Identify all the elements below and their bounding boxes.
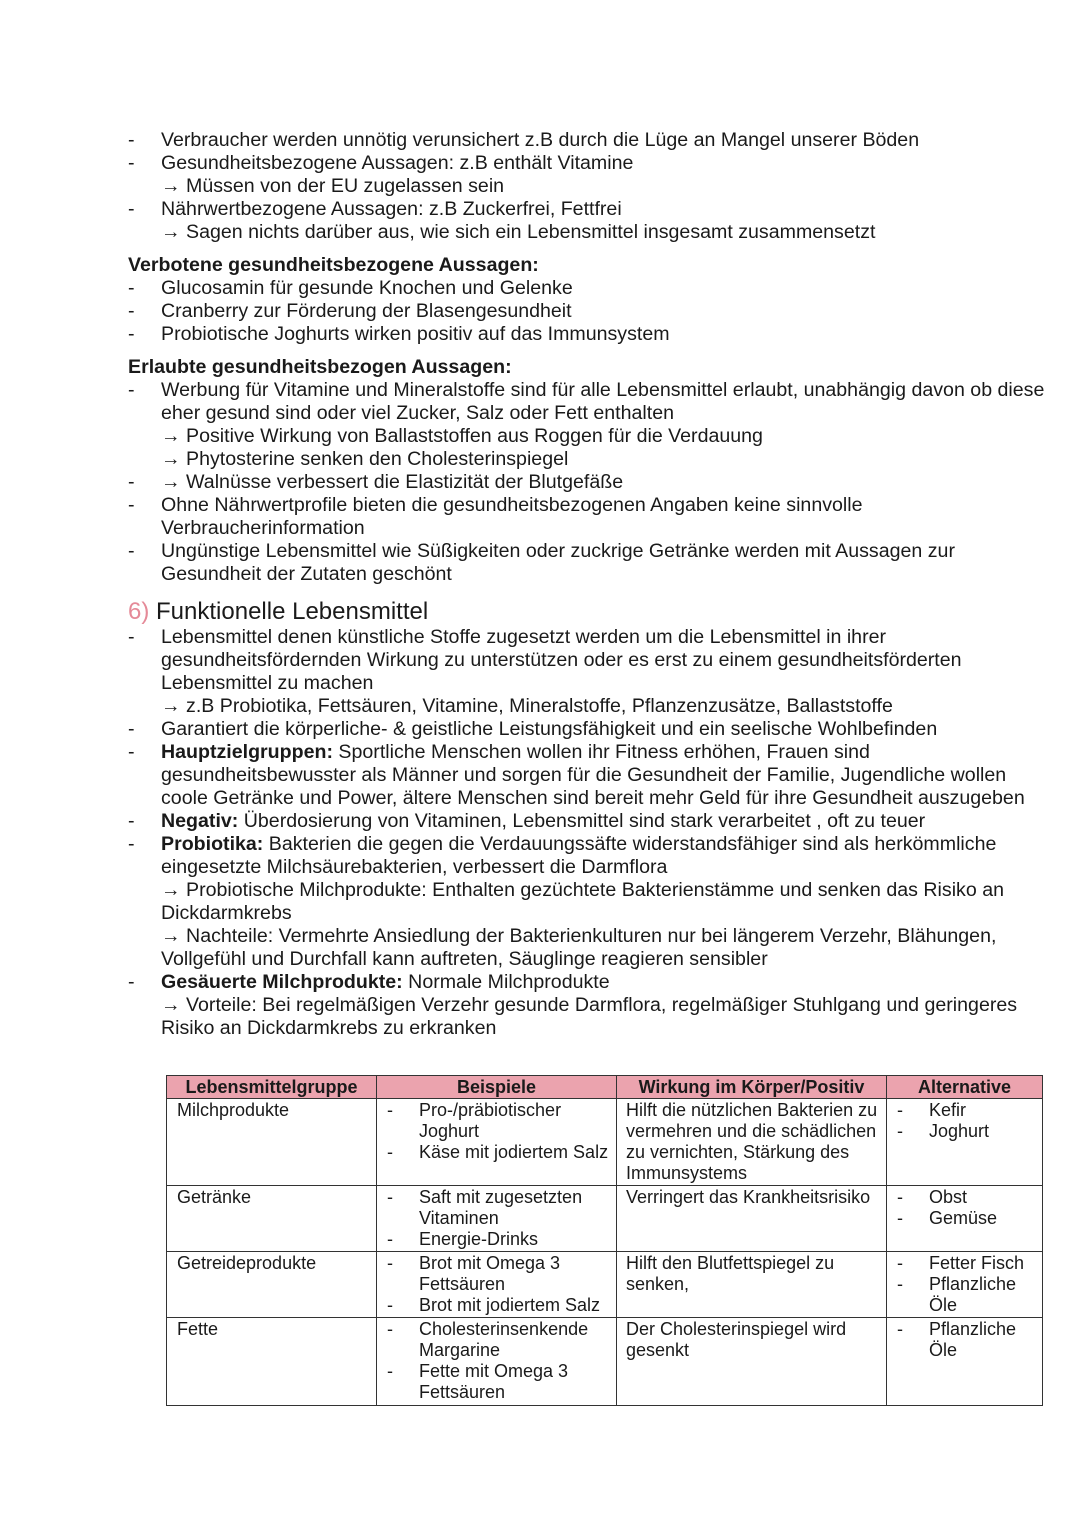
list-item-label: Probiotika: [161,833,264,855]
table-header-cell: Beispiele [377,1076,617,1099]
forbidden-list [128,277,1058,346]
list-item [128,741,1058,810]
table-row [167,1186,1043,1252]
table-row [167,1252,1043,1318]
list-item: - Pro-/präbiotischer Joghurt [387,1100,610,1142]
forbidden-heading: Verbotene gesundheitsbezogene Aussagen: [128,254,539,276]
table-header-cell: Alternative [887,1076,1043,1099]
table-cell-examples [377,1252,617,1318]
list-item: - Garantiert die körperliche- & geistliche Leistungsfähigkeit und ein seelische Wohlbefinden [128,718,1058,741]
table-header-cell: Lebensmittelgruppe [167,1076,377,1099]
list-item [128,971,1058,1040]
list-item-text: Gesundheitsbezogene Aussagen: z.B enthält Vitamine [161,152,634,174]
table-row [167,1099,1043,1186]
list-item: - Pflanzliche Öle [897,1319,1036,1361]
list-item-text: Werbung für Vitamine und Mineralstoffe sind für alle Lebensmittel erlaubt, unabhängig davon ob diese eher gesund sind oder viel Zucker, Salz oder Fett enthalten [161,379,1045,424]
list-item: - Ohne Nährwertprofile bieten die gesundheitsbezogenen Angaben keine sinnvolle Verbraucherinformation [128,494,1058,540]
list-item: - Probiotische Joghurts wirken positiv auf das Immunsystem [128,323,1058,346]
list-item: - Obst [897,1187,1036,1208]
list-item-subtext: → Müssen von der EU zugelassen sein [161,175,505,197]
list-item [128,198,1058,244]
table-cell-examples [377,1186,617,1252]
list-item: - Fette mit Omega 3 Fettsäuren [387,1361,610,1403]
list-item [128,152,1058,198]
list-item: - Cranberry zur Förderung der Blasengesundheit [128,300,1058,323]
allowed-list [128,379,1058,586]
table-cell-examples [377,1099,617,1186]
table-cell-effect: Hilft die nützlichen Bakterien zu vermehren und die schädlichen zu vernichten, Stärkung des Immunsystems [617,1099,887,1186]
table-cell-effect: Verringert das Krankheitsrisiko [617,1186,887,1252]
list-item-text: Bakterien die gegen die Verdauungssäfte widerstandsfähiger sind als herkömmliche eingesetzte Milchsäurebakterien, verbessert die Darmflora [161,833,997,878]
table-cell-effect: Der Cholesterinspiegel wird gesenkt [617,1318,887,1406]
list-item: - Glucosamin für gesunde Knochen und Gelenke [128,277,1058,300]
list-item: - → Walnüsse verbessert die Elastizität der Blutgefäße [128,471,1058,494]
list-item-subtext: → Sagen nichts darüber aus, wie sich ein Lebensmittel insgesamt zusammensetzt [161,221,876,243]
list-item [128,833,1058,971]
list-item-text: Sportliche Menschen wollen ihr Fitness erhöhen, Frauen sind gesundheitsbewusster als Männer und sorgen für die Gesundheit der Familie, Jugendliche wollen coole Getränke und Power, ältere Menschen sind bereit mehr Geld für ihre Gesundheit auszugeben [161,741,1025,809]
table-cell-alternatives [887,1099,1043,1186]
list-item-subtext: → z.B Probiotika, Fettsäuren, Vitamine, Mineralstoffe, Pflanzenzusätze, Ballaststoffe [161,695,893,717]
section-title [128,598,1058,626]
table-cell-alternatives [887,1252,1043,1318]
table-cell-effect: Hilft den Blutfettspiegel zu senken, [617,1252,887,1318]
list-item-subtext: → Nachteile: Vermehrte Ansiedlung der Bakterienkulturen nur bei längerem Verzehr, Blähungen, Vollgefühl und Durchfall kann auftreten, Säuglinge reagieren sensibler [161,925,997,970]
list-item: - Kefir [897,1100,1036,1121]
list-item: - Pflanzliche Öle [897,1274,1036,1316]
list-item-label: Hauptzielgruppen: [161,741,333,763]
list-item [128,129,1058,152]
list-item [128,810,1058,833]
table-cell-group: Milchprodukte [167,1099,377,1186]
list-item-subtext: → Positive Wirkung von Ballaststoffen aus Roggen für die Verdauung [161,425,763,447]
intro-list [128,129,1058,244]
list-item: - Saft mit zugesetzten Vitaminen [387,1187,610,1229]
list-item: - Brot mit Omega 3 Fettsäuren [387,1253,610,1295]
list-item-label: Negativ: [161,810,239,832]
list-item-text: Nährwertbezogene Aussagen: z.B Zuckerfrei, Fettfrei [161,198,622,220]
list-item-subtext: → Vorteile: Bei regelmäßigen Verzehr gesunde Darmflora, regelmäßiger Stuhlgang und geringeres Risiko an Dickdarmkrebs zu erkranken [161,994,1018,1039]
list-item: - Ungünstige Lebensmittel wie Süßigkeiten oder zuckrige Getränke werden mit Aussagen zur Gesundheit der Zutaten geschönt [128,540,1058,586]
list-item-text: Normale Milchprodukte [402,971,610,993]
functional-food-list [128,626,1058,1040]
list-item-text: Verbraucher werden unnötig verunsichert z.B durch die Lüge an Mangel unserer Böden [161,129,920,151]
allowed-heading: Erlaubte gesundheitsbezogen Aussagen: [128,356,512,378]
intro-section [128,129,1058,244]
section-number: 6) [128,598,150,625]
list-item-subtext: → Probiotische Milchprodukte: Enthalten gezüchtete Bakterienstämme und senken das Risiko an Dickdarmkrebs [161,879,1004,924]
table-cell-alternatives [887,1186,1043,1252]
table-row [167,1318,1043,1406]
list-item-subtext: → Phytosterine senken den Cholesterinspiegel [161,448,569,470]
list-item-text: Überdosierung von Vitaminen, Lebensmittel sind stark verarbeitet , oft zu teuer [238,810,926,832]
list-item: - Energie-Drinks [387,1229,610,1250]
list-item: - Fetter Fisch [897,1253,1036,1274]
section-functional-food [128,598,1058,1040]
allowed-section [128,356,1058,586]
list-item-label: Gesäuerte Milchprodukte: [161,971,403,993]
table-header-cell: Wirkung im Körper/Positiv [617,1076,887,1099]
list-item: - Cholesterinsenkende Margarine [387,1319,610,1361]
list-item: - Joghurt [897,1121,1036,1142]
list-item-text: Lebensmittel denen künstliche Stoffe zugesetzt werden um die Lebensmittel in ihrer gesundheitsfördernden Wirkung zu unterstützen oder es erst zu einem gesundheitsförderten Lebensmittel zu machen [161,626,962,694]
table-cell-group: Getränke [167,1186,377,1252]
list-item: - Brot mit jodiertem Salz [387,1295,610,1316]
section-title-text: Funktionelle Lebensmittel [156,598,429,625]
table-cell-examples [377,1318,617,1406]
list-item [128,379,1058,471]
table-cell-group: Fette [167,1318,377,1406]
list-item: - Gemüse [897,1208,1036,1229]
list-item: - Käse mit jodiertem Salz [387,1142,610,1163]
table-cell-alternatives [887,1318,1043,1406]
list-item [128,626,1058,718]
table-header-row [167,1076,1043,1099]
forbidden-section [128,254,1058,346]
table-cell-group: Getreideprodukte [167,1252,377,1318]
functional-food-table [166,1075,1043,1406]
